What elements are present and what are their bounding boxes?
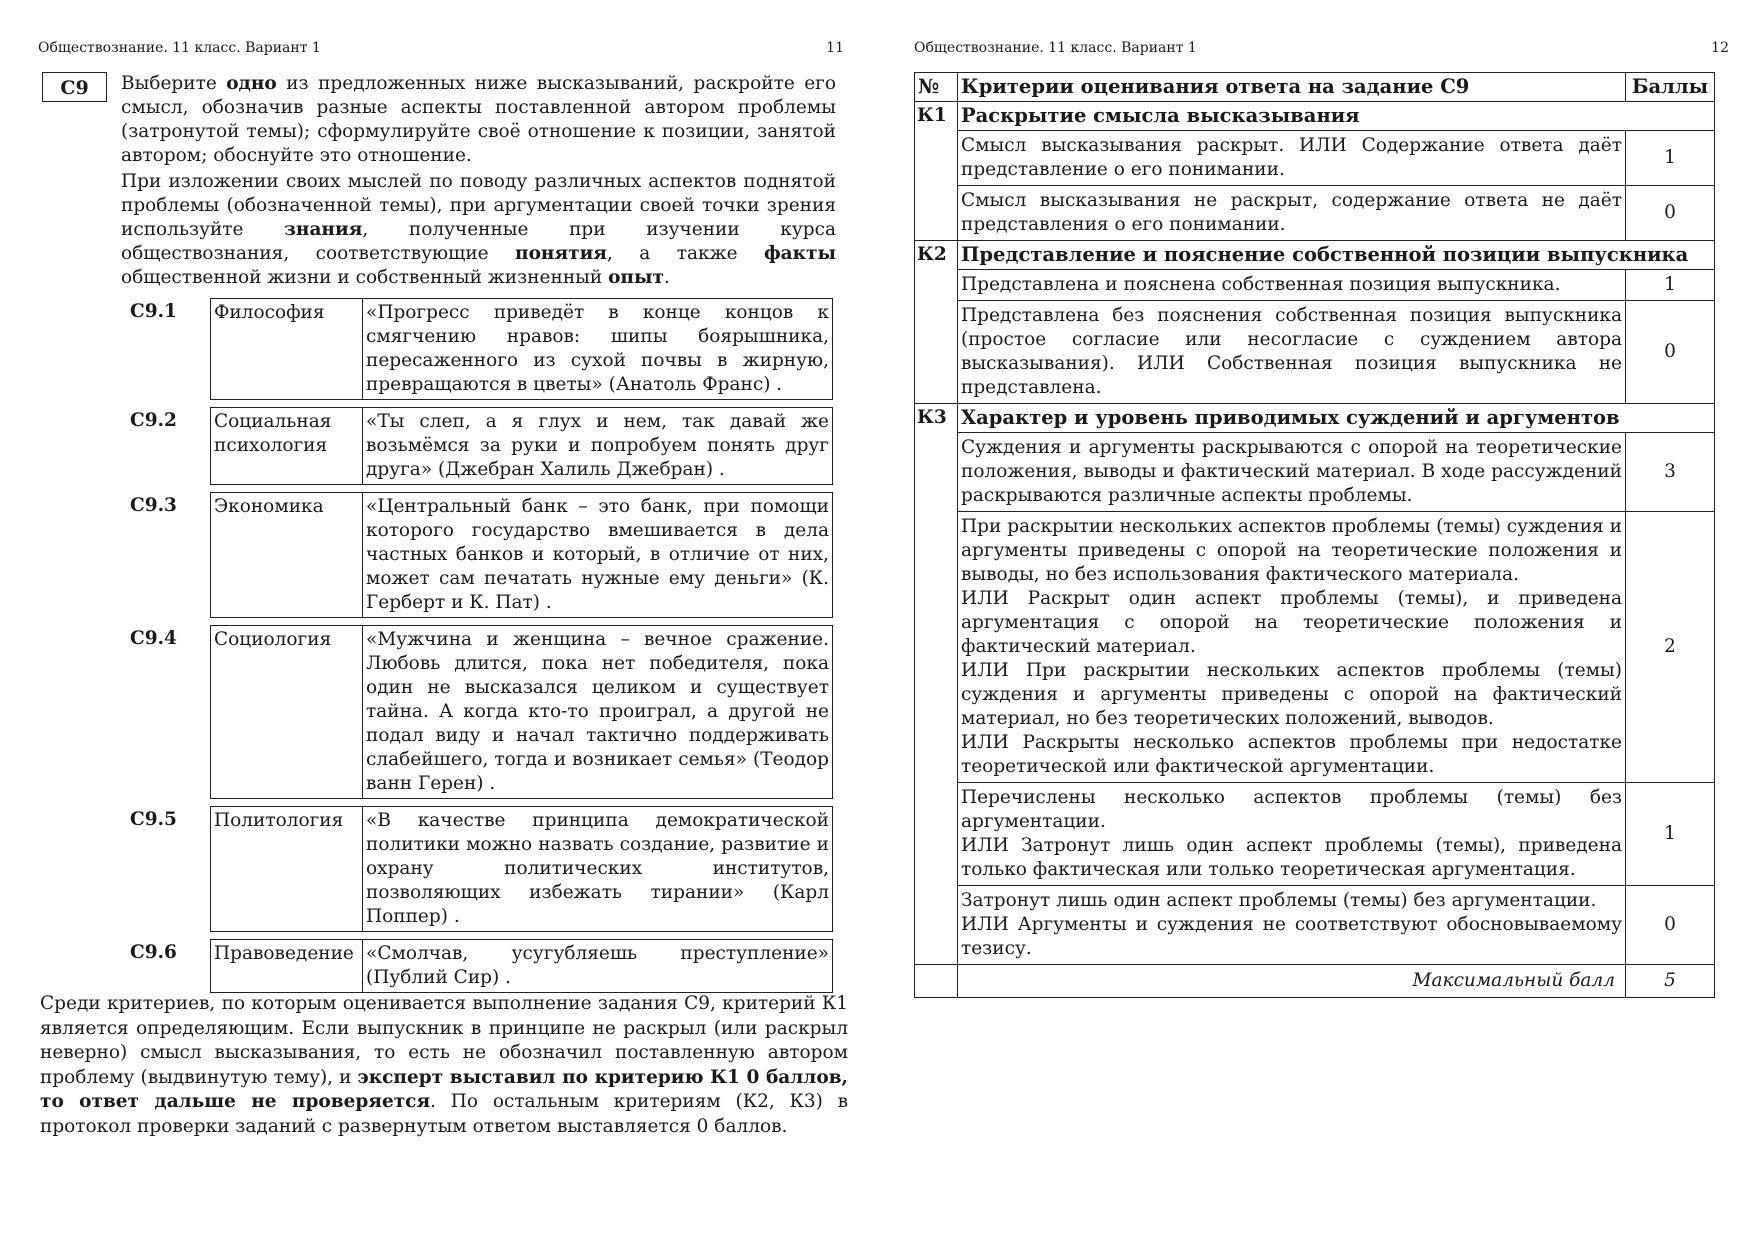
max-score-row bbox=[915, 965, 1715, 998]
task-intro-paragraph: При изложении своих мыслей по поводу различных аспектов поднятой проблемы (обозначенной темы), при аргументации своей точки зрения используйте знания, полученные при изучении курса обществознания, соответствующие понятия, а также факты общественной жизни и собственный жизненный опыт. bbox=[121, 171, 836, 288]
criterion-code: К2 bbox=[915, 241, 958, 270]
max-score-label: Максимальный балл bbox=[958, 965, 1626, 998]
criterion-points: 3 bbox=[1626, 433, 1715, 512]
page-header-title: Обществознание. 11 класс. Вариант 1 bbox=[38, 40, 321, 56]
quote-box bbox=[210, 939, 833, 993]
col-header-criteria: Критерии оценивания ответа на задание С9 bbox=[958, 73, 1626, 102]
quote-subject: Политология bbox=[211, 807, 363, 931]
quote-text: «В качестве принципа демократической политики можно назвать создание, развитие и охрану политических институтов, позволяющих избежать тирании» (Карл Поппер) . bbox=[366, 810, 829, 927]
criterion-description: Смысл высказывания не раскрыт, содержание ответа не даёт представления о его понимании. bbox=[958, 186, 1626, 241]
quote-code: С9.6 bbox=[130, 942, 177, 963]
page-number: 12 bbox=[1711, 40, 1729, 56]
table-row bbox=[915, 131, 1715, 186]
table-header-row bbox=[915, 73, 1715, 102]
criterion-code: К1 bbox=[915, 102, 958, 131]
criteria-table bbox=[914, 72, 1715, 998]
quote-item bbox=[130, 939, 833, 993]
quote-subject: Социальная психология bbox=[211, 408, 363, 484]
table-row bbox=[915, 433, 1715, 512]
criterion-description: Затронут лишь один аспект проблемы (темы) без аргументации. ИЛИ Аргументы и суждения не соответствуют обосновываемому тезису. bbox=[958, 886, 1626, 965]
criterion-description: Суждения и аргументы раскрываются с опорой на теоретические положения, выводы и фактический материал. В ходе рассуждений раскрываются различные аспекты проблемы. bbox=[958, 433, 1626, 512]
page-number: 11 bbox=[826, 40, 844, 56]
quote-box bbox=[210, 492, 833, 618]
criterion-points: 1 bbox=[1626, 270, 1715, 301]
quote-subject: Социология bbox=[211, 626, 363, 798]
criterion-description: Представлена без пояснения собственная позиция выпускника (простое согласие или несогласие с суждением автора высказывания). ИЛИ Собственная позиция выпускника не представлена. bbox=[958, 301, 1626, 404]
criterion-description: При раскрытии нескольких аспектов проблемы (темы) суждения и аргументы приведены с опорой на теоретические положения и выводы, но без использования фактического материала. ИЛИ Раскрыт один аспект проблемы (темы), и приведена аргументация с опорой на теоретические положения и фактический материал. ИЛИ При раскрытии нескольких аспектов проблемы (темы) суждения и аргументы приведены с опорой на фактический материал, но без теоретических положений, выводов. ИЛИ Раскрыты несколько аспектов проблемы при недостатке теоретической или фактической аргументации. bbox=[958, 512, 1626, 783]
table-row bbox=[915, 186, 1715, 241]
quote-box bbox=[210, 806, 833, 932]
table-row bbox=[915, 512, 1715, 783]
criteria-note: Среди критериев, по которым оценивается выполнение задания С9, критерий К1 является определяющим. Если выпускник в принципе не раскрыл (или раскрыл неверно) смысл высказывания, то есть не обозначил поставленную автором проблему (выдвинутую тему), и эксперт выставил по критерию К1 0 баллов, то ответ дальше не проверяется. По остальным критериям (К2, К3) в протокол проверки заданий с развернутым ответом выставляется 0 баллов. bbox=[40, 993, 849, 1137]
criterion-title: Представление и пояснение собственной позиции выпускника bbox=[958, 241, 1715, 270]
criterion-description: Смысл высказывания раскрыт. ИЛИ Содержание ответа даёт представление о его понимании. bbox=[958, 131, 1626, 186]
quote-text: «Мужчина и женщина – вечное сражение. Любовь длится, пока нет победителя, пока один не высказался целиком и существует тайна. А когда кто-то проиграл, а другой не подал виду и начал тактично поддерживать слабейшего, тогда и возникает семья» (Теодор ванн Герен) . bbox=[366, 629, 829, 794]
criterion-title: Раскрытие смысла высказывания bbox=[958, 102, 1715, 131]
task-intro-paragraph: Выберите одно из предложенных ниже высказываний, раскройте его смысл, обозначив разные аспекты поставленной автором проблемы (затронутой темы); сформулируйте своё отношение к позиции, занятой автором; обоснуйте это отношение. bbox=[121, 73, 836, 166]
criterion-points: 1 bbox=[1626, 131, 1715, 186]
quote-item bbox=[130, 407, 833, 485]
criterion-code: К3 bbox=[915, 404, 958, 433]
criterion-points: 0 bbox=[1626, 301, 1715, 404]
quote-box bbox=[210, 625, 833, 799]
criterion-points: 2 bbox=[1626, 512, 1715, 783]
quote-code: С9.4 bbox=[130, 628, 177, 649]
criterion-section-row bbox=[915, 241, 1715, 270]
max-score-value: 5 bbox=[1626, 965, 1715, 998]
quote-item bbox=[130, 298, 833, 400]
quote-item bbox=[130, 625, 833, 799]
table-row bbox=[915, 301, 1715, 404]
quote-code: С9.5 bbox=[130, 809, 177, 830]
right-page bbox=[877, 0, 1754, 1239]
table-row bbox=[915, 270, 1715, 301]
quote-subject: Философия bbox=[211, 299, 363, 399]
criterion-description: Перечислены несколько аспектов проблемы (темы) без аргументации. ИЛИ Затронут лишь один аспект проблемы (темы), приведена только фактическая или только теоретическая аргументация. bbox=[958, 783, 1626, 886]
quote-box bbox=[210, 407, 833, 485]
quote-subject: Экономика bbox=[211, 493, 363, 617]
quote-text: «Прогресс приведёт в конце концов к смягчению нравов: шипы боярышника, пересаженного из сухой почвы в жирную, превращаются в цветы» (Анатоль Франс) . bbox=[366, 302, 829, 395]
quotes-list bbox=[130, 298, 833, 1000]
quote-text: «Смолчав, усугубляешь преступление» (Публий Сир) . bbox=[366, 943, 829, 988]
table-row bbox=[915, 783, 1715, 886]
criterion-points: 1 bbox=[1626, 783, 1715, 886]
quote-item bbox=[130, 806, 833, 932]
table-row bbox=[915, 886, 1715, 965]
criterion-description: Представлена и пояснена собственная позиция выпускника. bbox=[958, 270, 1626, 301]
quote-subject: Правоведение bbox=[211, 940, 363, 992]
quote-code: С9.3 bbox=[130, 495, 177, 516]
task-code-box: С9 bbox=[42, 72, 107, 102]
criterion-title: Характер и уровень приводимых суждений и аргументов bbox=[958, 404, 1715, 433]
quote-code: С9.2 bbox=[130, 410, 177, 431]
col-header-points: Баллы bbox=[1626, 73, 1715, 102]
criterion-section-row bbox=[915, 404, 1715, 433]
col-header-number: № bbox=[915, 73, 958, 102]
quote-box bbox=[210, 298, 833, 400]
quote-code: С9.1 bbox=[130, 301, 177, 322]
quote-text: «Центральный банк – это банк, при помощи которого государство вмешивается в дела частных банков и который, в отличие от них, может сам печатать нужные ему деньги» (К. Герберт и К. Пат) . bbox=[366, 496, 829, 613]
quote-item bbox=[130, 492, 833, 618]
criterion-section-row bbox=[915, 102, 1715, 131]
quote-text: «Ты слеп, а я глух и нем, так давай же возьмёмся за руки и попробуем понять друг друга» (Джебран Халиль Джебран) . bbox=[366, 411, 829, 480]
page-header-title: Обществознание. 11 класс. Вариант 1 bbox=[914, 40, 1197, 56]
task-intro bbox=[121, 72, 836, 292]
criterion-points: 0 bbox=[1626, 186, 1715, 241]
criterion-points: 0 bbox=[1626, 886, 1715, 965]
